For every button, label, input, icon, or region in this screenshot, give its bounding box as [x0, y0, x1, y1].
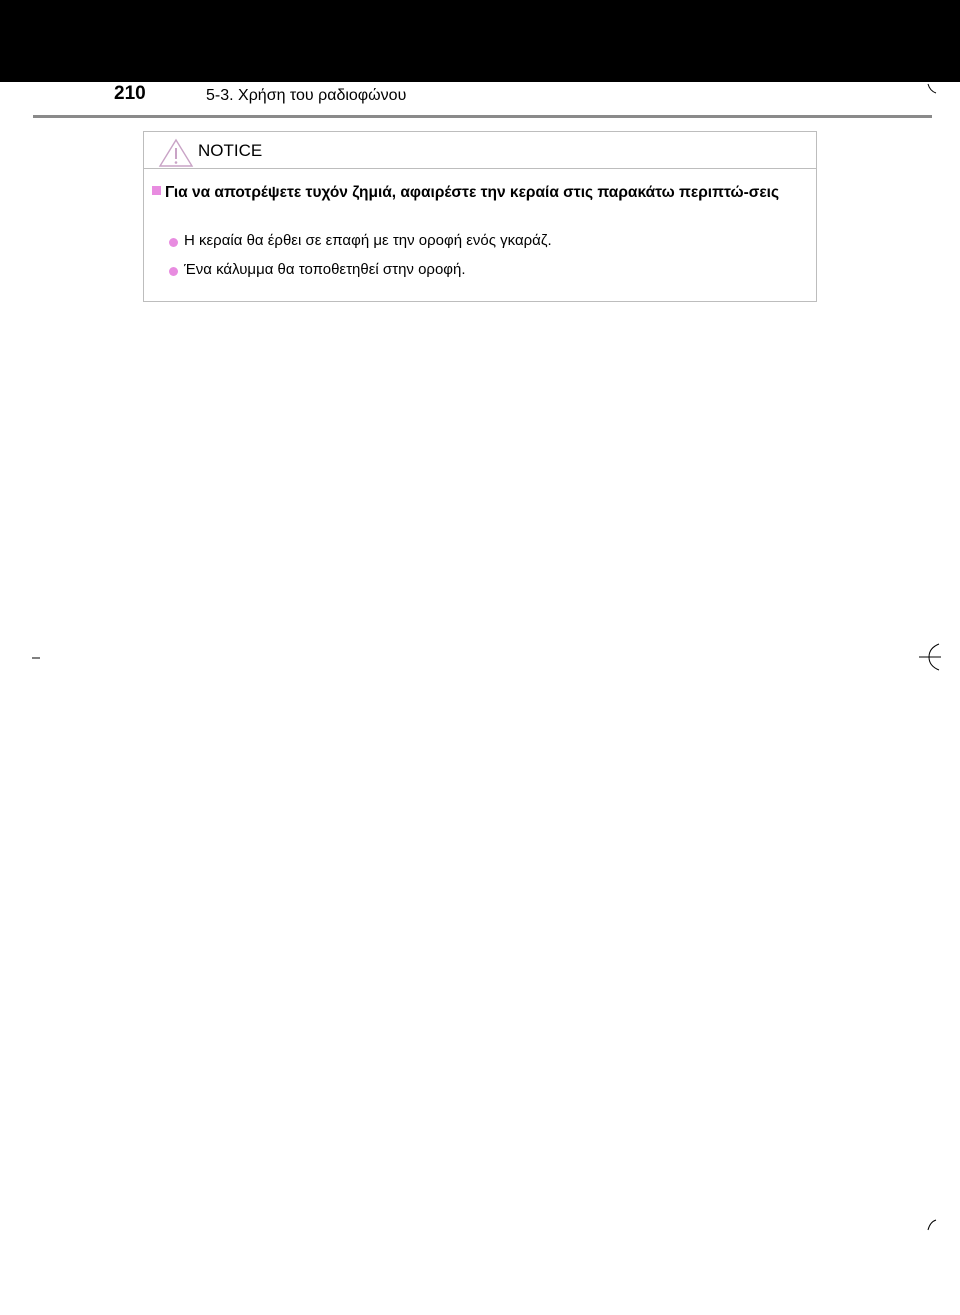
section-title: 5-3. Χρήση του ραδιοφώνου	[206, 87, 407, 104]
notice-item: Ένα κάλυμμα θα τοποθετηθεί στην οροφή.	[184, 261, 466, 278]
square-bullet-icon	[152, 186, 161, 195]
notice-main-point: Για να αποτρέψετε τυχόν ζημιά, αφαιρέστε την κεραία στις παρακάτω περιπτώ-σεις	[165, 184, 780, 201]
notice-item: Η κεραία θα έρθει σε επαφή με την οροφή ενός γκαράζ.	[184, 232, 552, 249]
notice-header	[144, 132, 816, 169]
page-number: 210	[114, 83, 146, 104]
round-bullet-icon	[169, 238, 178, 247]
header-rule	[33, 115, 932, 118]
crop-mark	[28, 650, 48, 666]
warning-triangle-icon	[158, 138, 194, 168]
crop-mark	[920, 1216, 940, 1236]
notice-box	[143, 131, 817, 302]
crop-mark	[920, 82, 940, 98]
crop-mark	[915, 640, 945, 674]
top-black-band	[0, 0, 960, 82]
round-bullet-icon	[169, 267, 178, 276]
notice-label: NOTICE	[198, 141, 263, 160]
